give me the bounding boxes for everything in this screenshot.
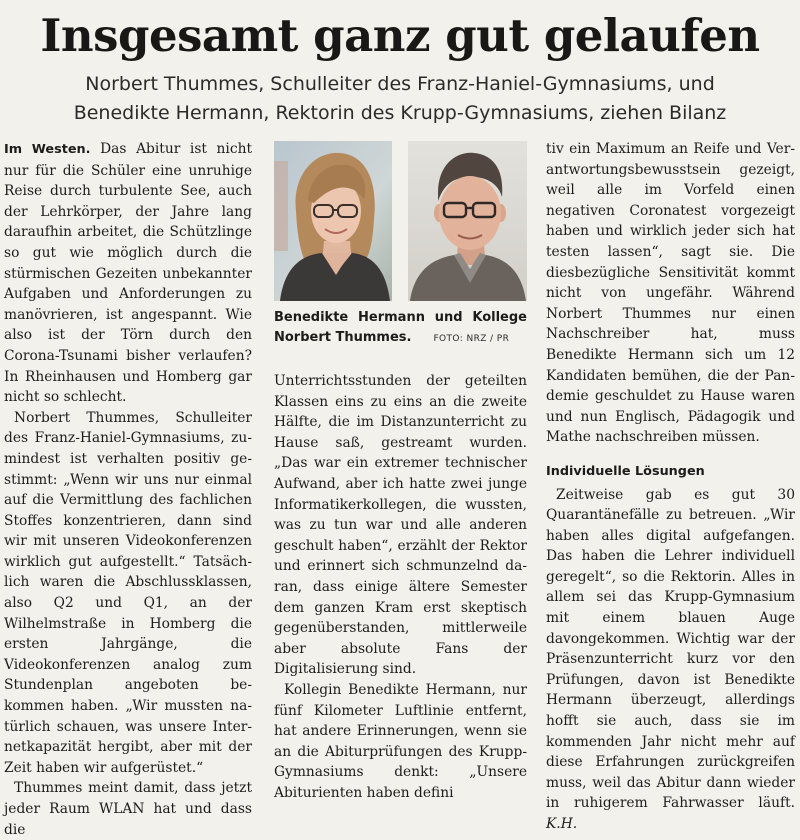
subheadline-line-1: Norbert Thummes, Schulleiter des Franz-Haniel-Gymnasiums, und	[85, 73, 715, 95]
caption-line-2: Norbert Thummes.	[274, 330, 412, 345]
headline: Insgesamt ganz gut gelaufen	[40, 9, 760, 62]
paragraph: Thummes meint damit, dass jetzt jeder Raum WLAN hat und dass die	[4, 780, 252, 838]
subheadline-line-2: Benedikte Hermann, Rektorin des Krupp-Gymnasiums, ziehen Bilanz	[73, 102, 727, 124]
photo-credit: FOTO: NRZ / PR	[433, 334, 510, 344]
article-column-1	[4, 139, 252, 840]
portrait-man-image	[408, 141, 527, 301]
portrait-photo-benedikte-hermann	[274, 141, 392, 301]
subheadline	[0, 70, 800, 128]
paragraph-final-text: Zeitweise gab es gut 30 Quarantänefälle zu betreuen. „Wir haben alles digital aufgefangen. Das haben die Lehrer individuell geregelt“, so die Rektorin. Alles in allem sei das Krupp-Gymnasium mit einem blauen Auge davongekommen. Wichtig war der Präsenzunterricht kurz vor den Prüfungen, davon ist Benedikte Hermann überzeugt, allerdings hofft sie auch, dass sie im kommenden Jahr nicht mehr auf diese Erfahrungen zurückgreifen muss, weil das Abitur dann wieder in ruhigerem Fahrwasser läuft.	[546, 486, 795, 812]
article-column-3	[546, 139, 795, 835]
paragraph: tiv ein Maximum an Reife und Verantwortungsbewusstsein gezeigt, weil alle im Vorfeld einen negativen Coronatest vorgezeigt haben und wirklich jeder sich hat testen lassen“, sagt sie. Die diesbezügliche Sensitivität kommt nicht von ungefähr. Während Norbert Thummes nur einen Nachschreiber hat, muss Benedikte Hermann sich um 12 Kandidaten bemühen, die der Pandemie geschuldet zu Hause waren und nun Englisch, Pädagogik und Mathe nachschreiben müssen.	[546, 141, 795, 446]
article-column-2	[274, 371, 527, 803]
dateline: Im Westen.	[4, 142, 91, 157]
section-subtitle: Individuelle Lösungen	[546, 463, 705, 479]
paragraph-final	[546, 485, 795, 835]
photo-caption	[274, 308, 527, 349]
paragraph-lead-text: Das Abitur ist nicht nur für die Schüler eine unruhige Reise durch turbulente See, auch der Lehrkörper, der Jahre lang daraufhin arbeitet, die Schützlinge so gut wie möglich durch die stürmischen Gezeiten unbekannter Aufgaben und Anforderungen zu manövrieren, ist angespannt. Wie also ist der Törn durch den Corona-Tsunami bisher verlaufen? In Rheinhausen und Homberg gar nicht so schlecht.	[4, 141, 252, 406]
paragraph-lead	[4, 139, 252, 408]
caption-line-1: Benedikte Hermann und Kollege	[274, 310, 527, 325]
paragraph: Norbert Thummes, Schulleiter des Franz-Haniel-Gymnasiums, zumindest ist verhalten positiv gestimmt: „Wenn wir uns nur einmal auf die Vermittlung des fachlichen Stoffes konzentrieren, dann sind wir mit unseren Videokonferenzen wirklich gut aufgestellt.“ Tatsächlich waren die Abschlussklassen, also Q2 und Q1, an der Wilhelmstraße in Homberg die ersten Jahrgänge, die Videokonferenzen analog zum Stundenplan angeboten bekommen haben. „Wir mussten natürlich schauen, was unsere Internetkapazität hergibt, aber mit der Zeit haben wir aufgerüstet.“	[4, 409, 252, 776]
author-signature: K.H.	[546, 816, 578, 832]
paragraph: Unterrichtsstunden der geteilten Klassen eins zu eins an die zweite Hälfte, die im Distanzunterricht zu Hause saß, gestreamt wurden. „Das war ein extremer technischer Aufwand, aber ich hatte zwei junge Informatikerkollegen, die wussten, was zu tun war und alle anderen geschult haben“, erzählt der Rektor und erinnert sich schmunzelnd daran, dass einige ältere Semester dem ganzen Kram erst skeptisch gegenüberstanden, mittlerweile aber absolute Fans der Digitalisierung sind.	[274, 373, 527, 678]
portrait-photo-norbert-thummes	[408, 141, 527, 301]
paragraph: Kollegin Benedikte Hermann, nur fünf Kilometer Luftlinie entfernt, hat andere Erinnerungen, wenn sie an die Abiturprüfungen des Krupp-Gymnasiums denkt: „Unsere Abiturienten haben defini	[274, 681, 527, 801]
portrait-woman-image	[274, 141, 392, 301]
